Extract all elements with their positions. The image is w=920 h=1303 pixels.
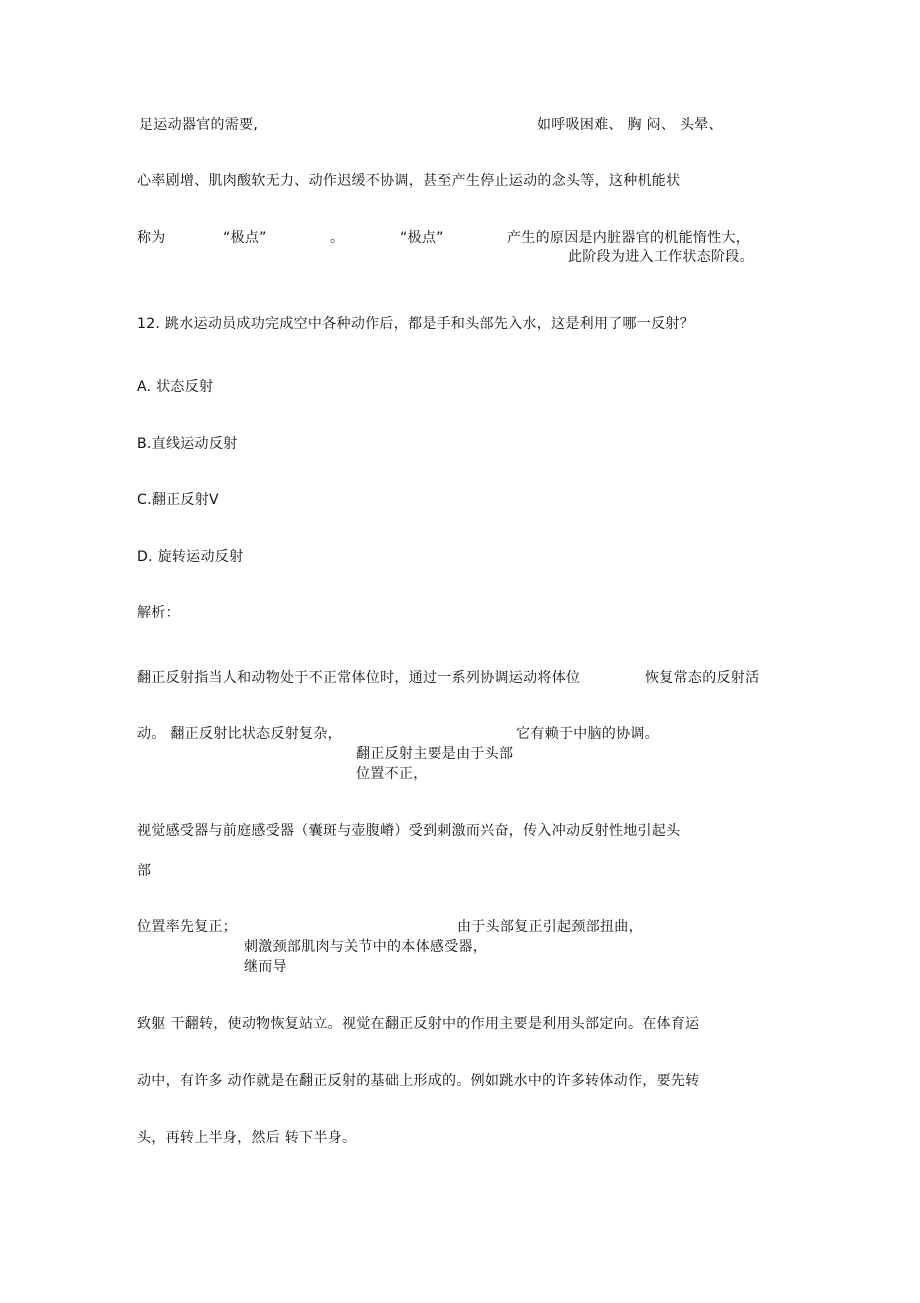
analysis-p5: 致躯 干翻转，使动物恢复站立。视觉在翻正反射中的作用主要是利用头部定向。在体育运 — [137, 1016, 700, 1032]
intro-line3-term2: “极点” — [400, 230, 444, 246]
option-c: C.翻正反射V — [137, 492, 219, 508]
analysis-p2-end: 它有赖于中脑的协调。 — [516, 726, 659, 742]
option-b: B.直线运动反射 — [137, 436, 238, 452]
analysis-p7: 头，再转上半身，然后 转下半身。 — [137, 1130, 357, 1146]
intro-line4: 此阶段为进入工作状态阶段。 — [568, 249, 754, 265]
analysis-p6: 动中，有许多 动作就是在翻正反射的基础上形成的。例如跳水中的许多转体动作，要先转 — [137, 1073, 700, 1089]
analysis-p4-note1: 刺激颈部肌肉与关节中的本体感受器， — [244, 939, 488, 955]
intro-line2: 心率剧增、肌肉酸软无力、动作迟缓不协调，甚至产生停止运动的念头等，这种机能状 — [137, 173, 681, 189]
analysis-p2-start: 动。 翻正反射比状态反射复杂， — [137, 726, 342, 742]
option-a: A. 状态反射 — [137, 379, 214, 395]
analysis-p3: 视觉感受器与前庭感受器（囊斑与壶腹嵴）受到刺激而兴奋，传入冲动反射性地引起头 — [137, 823, 681, 839]
intro-line3-term1: “极点” — [223, 230, 267, 246]
intro-line3-rest: 产生的原因是内脏器官的机能惰性大， — [507, 230, 751, 246]
analysis-p3-end: 部 — [137, 863, 152, 879]
analysis-p1-end: 恢复常态的反射活 — [645, 670, 760, 686]
analysis-label: 解析： — [137, 605, 180, 621]
analysis-p4-start: 位置率先复正； — [137, 919, 238, 935]
analysis-p2-note1: 翻正反射主要是由于头部 — [356, 746, 514, 762]
intro-line1-end: 如呼吸困难、 胸 闷、 头晕、 — [537, 117, 723, 133]
intro-line1-start: 足运动器官的需要, — [139, 117, 259, 133]
option-d: D. 旋转运动反射 — [137, 549, 244, 565]
analysis-p2-note2: 位置不正， — [356, 766, 428, 782]
analysis-p4-mid: 由于头部复正引起颈部扭曲， — [457, 919, 643, 935]
analysis-p1-start: 翻正反射指当人和动物处于不正常体位时，通过一系列协调运动将体位 — [137, 670, 581, 686]
intro-line3-prefix: 称为 — [137, 230, 166, 246]
intro-line3-period: 。 — [330, 230, 345, 246]
question-text: 12. 跳水运动员成功完成空中各种动作后，都是手和头部先入水，这是利用了哪一反射？ — [137, 316, 695, 332]
analysis-p4-note2: 继而导 — [244, 959, 287, 975]
